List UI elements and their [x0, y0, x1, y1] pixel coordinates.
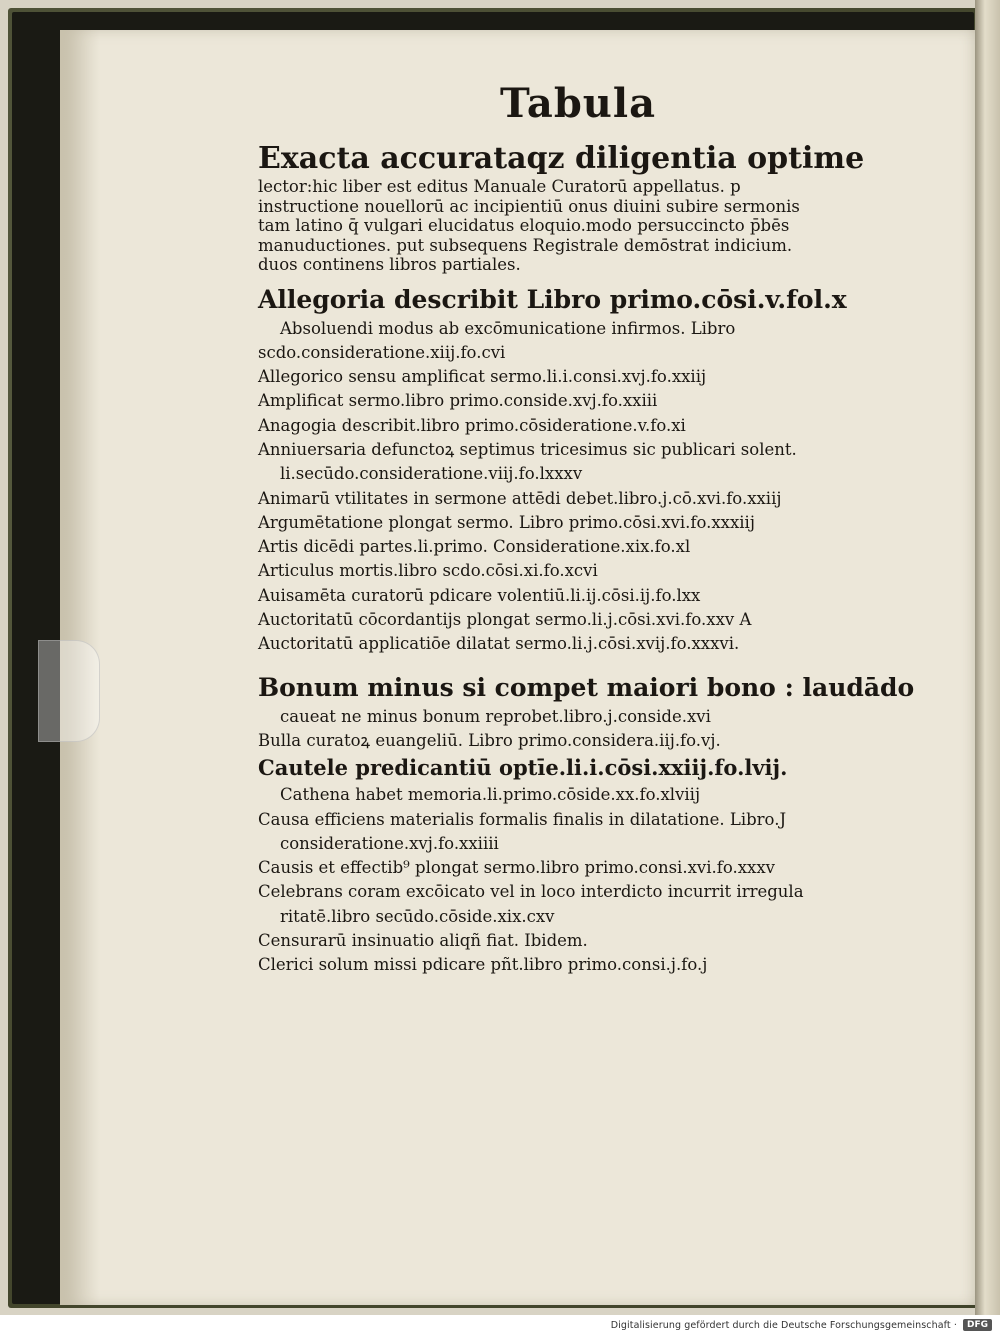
dfg-logo: DFG	[963, 1319, 992, 1331]
intro-line: manuductiones. put subsequens Registrale demōstrat indicium.	[258, 235, 793, 255]
register-entry: Anagogia describit.libro primo.cōsideratione.v.fo.xi	[258, 415, 686, 435]
register-entry: Causis et effectib⁹ plongat sermo.libro primo.consi.xvi.fo.xxxv	[258, 858, 775, 878]
page-stack-edge	[975, 0, 1000, 1315]
register-entry: Auisamēta curatorū pdicare volentiū.li.ij.cōsi.ij.fo.lxx	[258, 585, 701, 605]
page-title: Tabula	[499, 80, 657, 127]
printed-text-block	[258, 80, 915, 978]
register-entry: Cathena habet memoria.li.primo.cōside.xx.fo.xlviij	[280, 785, 701, 805]
intro-first-line: Exacta accurataqz diligentia optime	[258, 141, 865, 176]
register-entry: Animarū vtilitates in sermone attēdi debet.libro.j.cō.xvi.fo.xxiij	[258, 488, 782, 508]
register-section-a	[258, 283, 898, 657]
register-entry: Allegorico sensu amplificat sermo.li.i.consi.xvj.fo.xxiij	[258, 367, 707, 387]
register-entry: consideratione.xvj.fo.xxiiii	[280, 833, 499, 853]
intro-paragraph	[258, 141, 898, 275]
register-entry: Causa efficiens materialis formalis finalis in dilatatione. Libro.J	[258, 809, 787, 829]
register-section-b	[258, 671, 915, 978]
register-entry: Auctoritatū applicatiōe dilatat sermo.li.j.cōsi.xvij.fo.xxxvi.	[258, 634, 740, 654]
register-entry: li.secūdo.consideratione.viij.fo.lxxxv	[280, 464, 583, 484]
register-entry: Censurarū insinuatio aliqñ fiat. Ibidem.	[258, 931, 588, 951]
intro-line: tam latino q̄ vulgari elucidatus eloquio.modo persuccincto p̄bēs	[258, 216, 790, 235]
section-gap	[258, 657, 898, 671]
intro-line: lector:hic liber est editus Manuale Curatorū appellatus. p	[258, 177, 741, 196]
register-entry: Anniuersaria defunctoꝝ septimus tricesimus sic publicari solent.	[258, 439, 797, 459]
intro-lines	[258, 177, 898, 275]
register-entry: Allegoria describit Libro primo.cōsi.v.fol.x	[258, 284, 847, 314]
register-entry: Amplificat sermo.libro primo.conside.xvj.fo.xxiii	[258, 391, 658, 411]
register-entry: ritatē.libro secūdo.cōside.xix.cxv	[280, 906, 555, 926]
register-entry: Cautele predicantiū optīe.li.i.cōsi.xxiij.fo.lvij.	[258, 755, 788, 781]
register-entry: Argumētatione plongat sermo. Libro primo.cōsi.xvi.fo.xxxiij	[258, 512, 755, 532]
clear-bookmark-tab	[38, 640, 100, 742]
register-entry: Artis dicēdi partes.li.primo. Consideratione.xix.fo.xl	[258, 537, 691, 557]
register-entry: Auctoritatū cōcordantijs plongat sermo.li.j.cōsi.xvi.fo.xxv A	[258, 610, 752, 630]
intro-line: duos continens libros partiales.	[258, 255, 521, 274]
register-entry: scdo.consideratione.xiij.fo.cvi	[258, 342, 506, 362]
register-entry: Bonum minus si compet maiori bono : laudādo	[258, 672, 915, 702]
register-entry: Bulla curatoꝝ euangeliū. Libro primo.considera.iij.fo.vj.	[258, 730, 721, 750]
register-entry: Absoluendi modus ab excōmunicatione infirmos. Libro	[280, 318, 736, 338]
register-entry: caueat ne minus bonum reprobet.libro.j.conside.xvi	[280, 706, 711, 726]
footer-bar	[0, 1315, 1000, 1335]
intro-line: instructione nouellorū ac incipientiū onus diuini subire sermonis	[258, 196, 800, 216]
register-entry: Clerici solum missi pdicare pñt.libro primo.consi.j.fo.j	[258, 955, 708, 975]
footer-credit: Digitalisierung gefördert durch die Deutsche Forschungsgemeinschaft ·	[610, 1319, 957, 1331]
register-entry: Articulus mortis.libro scdo.cōsi.xi.fo.xcvi	[258, 561, 598, 581]
register-entry: Celebrans coram excōicato vel in loco interdicto incurrit irregula	[258, 882, 804, 902]
